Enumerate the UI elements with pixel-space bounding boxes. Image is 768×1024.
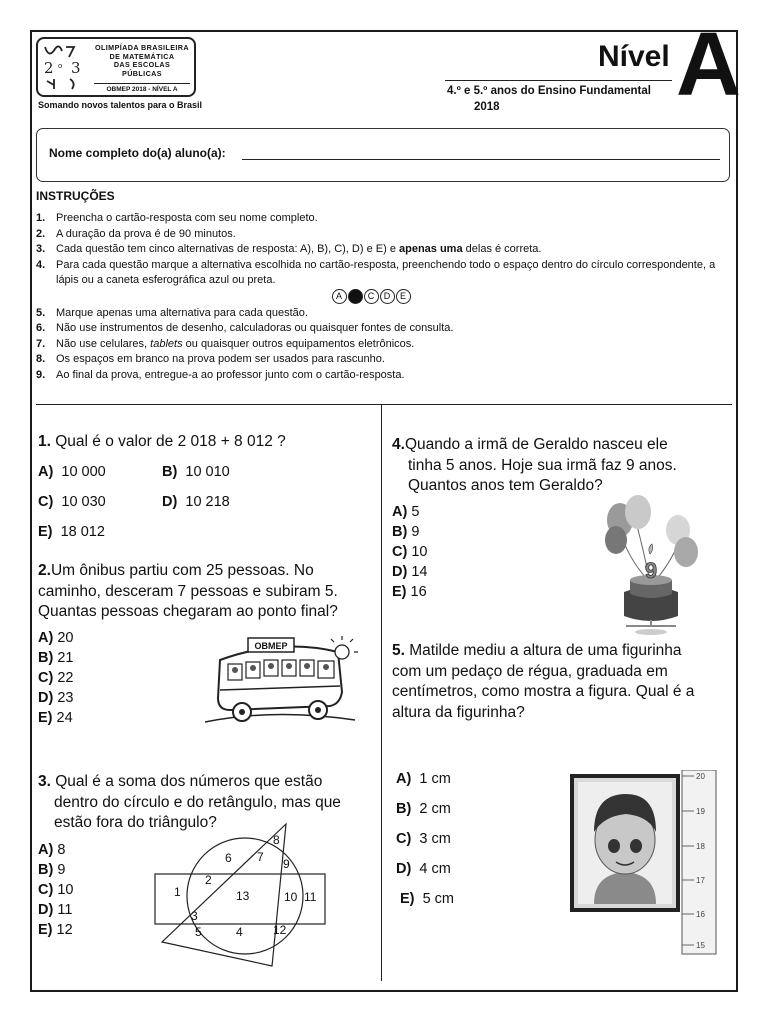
q2-option-c[interactable]: C) 22 xyxy=(38,670,74,686)
q3-option-e[interactable]: E) 12 xyxy=(38,922,73,938)
instruction-item: 9. Ao final da prova, entregue-a ao professor junto com o cartão-resposta. xyxy=(36,368,405,381)
question-3: 3. Qual é a soma dos números que estão dentro do círculo e do retângulo, mas que estão fora do triângulo? xyxy=(38,773,341,831)
q3-option-a[interactable]: A) 8 xyxy=(38,842,66,858)
diagram-number-13: 13 xyxy=(236,889,250,903)
q4-option-d[interactable]: D) 14 xyxy=(392,564,428,580)
ruler-label-15: 15 xyxy=(696,941,705,950)
diagram-number-10: 10 xyxy=(284,890,298,904)
instruction-item: 5. Marque apenas uma alternativa para cada questão. xyxy=(36,306,308,319)
instruction-item: 2. A duração da prova é de 90 minutos. xyxy=(36,227,236,240)
question-5: 5. Matilde mediu a altura de uma figurinha com um pedaço de régua, graduada em centímetros, como mostra a figura. Qual é a altura da figurinha? xyxy=(392,642,695,721)
answer-bubble-example xyxy=(16,289,726,306)
level-letter: A xyxy=(676,15,741,115)
level-label: Nível xyxy=(598,40,670,73)
instruction-item: 4. Para cada questão marque a alternativa escolhida no cartão-resposta, preenchendo todo o espaço dentro do círculo correspondente, a lápis ou a caneta esferográfica azul ou preta. xyxy=(36,258,716,286)
logo-line-1: OLIMPÍADA BRASILEIRA xyxy=(95,43,189,52)
q5-option-d[interactable]: D) 4 cm xyxy=(396,861,451,877)
q1-option-d[interactable]: D) 10 218 xyxy=(162,494,230,510)
diagram-number-12: 12 xyxy=(273,923,287,937)
q5-option-a[interactable]: A) 1 cm xyxy=(396,771,451,787)
svg-text:3: 3 xyxy=(71,59,81,77)
q2-option-b[interactable]: B) 21 xyxy=(38,650,74,666)
q2-option-d[interactable]: D) 23 xyxy=(38,690,74,706)
q1-option-b[interactable]: B) 10 010 xyxy=(162,464,230,480)
q4-option-b[interactable]: B) 9 xyxy=(392,524,420,540)
sticker-and-ruler-illustration xyxy=(570,770,720,960)
bubble-c: C xyxy=(364,289,379,304)
year-text: 2018 xyxy=(474,101,500,113)
diagram-number-2: 2 xyxy=(205,873,212,887)
diagram-number-11: 11 xyxy=(304,890,317,904)
diagram-number-7: 7 xyxy=(257,850,264,864)
tagline: Somando novos talentos para o Brasil xyxy=(38,100,203,110)
obmep-2018-mark-icon xyxy=(42,43,88,91)
q1-option-e[interactable]: E) 18 012 xyxy=(38,524,105,540)
q5-option-c[interactable]: C) 3 cm xyxy=(396,831,451,847)
instruction-item: 7. Não use celulares, tablets ou quaisquer outros equipamentos eletrônicos. xyxy=(36,337,415,350)
bus-sign-text: OBMEP xyxy=(254,641,288,651)
instruction-item: 8. Os espaços em branco na prova podem ser usados para rascunho. xyxy=(36,353,385,365)
bubble-a: A xyxy=(332,289,347,304)
diagram-number-4: 4 xyxy=(236,925,243,939)
diagram-number-9: 9 xyxy=(283,857,290,871)
ruler-label-18: 18 xyxy=(696,842,705,851)
q4-option-c[interactable]: C) 10 xyxy=(392,544,428,560)
birthday-cake-illustration xyxy=(596,492,706,642)
q1-option-c[interactable]: C) 10 030 xyxy=(38,494,106,510)
q3-option-d[interactable]: D) 11 xyxy=(38,902,73,918)
q2-options xyxy=(38,628,73,728)
ruler-label-17: 17 xyxy=(696,876,705,885)
diagram-number-6: 6 xyxy=(225,851,232,865)
question-1: 1. Qual é o valor de 2 018 + 8 012 ? xyxy=(38,433,286,450)
diagram-number-1: 1 xyxy=(174,885,181,899)
column-divider xyxy=(381,405,382,981)
diagram-number-5: 5 xyxy=(195,925,202,939)
bubble-filled xyxy=(348,289,363,304)
instructions-title: INSTRUÇÕES xyxy=(36,189,115,203)
student-name-field[interactable] xyxy=(242,159,720,160)
q2-option-e[interactable]: E) 24 xyxy=(38,710,73,726)
q4-option-e[interactable]: E) 16 xyxy=(392,584,427,600)
section-divider xyxy=(36,404,732,405)
diagram-number-8: 8 xyxy=(273,833,280,847)
bus-illustration xyxy=(200,630,360,730)
instructions-list xyxy=(36,211,726,383)
ruler-label-20: 20 xyxy=(696,772,705,781)
diagram-number-3: 3 xyxy=(191,909,198,923)
svg-text:2: 2 xyxy=(44,59,54,77)
student-name-box xyxy=(36,128,730,182)
grade-divider xyxy=(445,80,672,81)
q4-options xyxy=(392,502,427,602)
q2-option-a[interactable]: A) 20 xyxy=(38,630,74,646)
obmep-logo xyxy=(36,37,196,97)
grade-text: 4.º e 5.º anos do Ensino Fundamental xyxy=(447,85,651,97)
ruler-label-16: 16 xyxy=(696,910,705,919)
q1-expression: 2 018 + 8 012 ? xyxy=(177,433,286,450)
student-name-label: Nome completo do(a) aluno(a): xyxy=(49,146,226,160)
question-4: 4.Quando a irmã de Geraldo nasceu ele tinha 5 anos. Hoje sua irmã faz 9 anos. Quantos anos tem Geraldo? xyxy=(392,436,677,494)
q3-option-b[interactable]: B) 9 xyxy=(38,862,66,878)
q1-option-a[interactable]: A) 10 000 xyxy=(38,464,106,480)
logo-subtitle: OBMEP 2018 - NÍVEL A xyxy=(94,83,190,93)
q3-options xyxy=(38,840,73,940)
shapes-diagram xyxy=(150,820,340,970)
logo-text xyxy=(94,44,190,78)
ruler-label-19: 19 xyxy=(696,807,705,816)
instruction-item: 6. Não use instrumentos de desenho, calculadoras ou quaisquer fontes de consulta. xyxy=(36,322,454,334)
bubble-e: E xyxy=(396,289,411,304)
q5-option-b[interactable]: B) 2 cm xyxy=(396,801,451,817)
bubble-d: D xyxy=(380,289,395,304)
q5-option-e[interactable]: E) 5 cm xyxy=(400,891,454,907)
instruction-item: 1. Preencha o cartão-resposta com seu nome completo. xyxy=(36,212,318,224)
instruction-item: 3. Cada questão tem cinco alternativas de resposta: A), B), C), D) e E) e apenas uma delas é correta. xyxy=(36,243,542,255)
q3-option-c[interactable]: C) 10 xyxy=(38,882,74,898)
logo-line-3: DAS ESCOLAS PÚBLICAS xyxy=(113,60,171,78)
cake-number: 9 xyxy=(644,558,658,583)
logo-line-2: DE MATEMÁTICA xyxy=(109,51,175,61)
q4-option-a[interactable]: A) 5 xyxy=(392,504,420,520)
question-2: 2.Um ônibus partiu com 25 pessoas. No caminho, desceram 7 pessoas e subiram 5. Quantas pessoas chegaram ao ponto final? xyxy=(38,562,338,620)
svg-text:o: o xyxy=(58,62,63,70)
q5-options xyxy=(396,764,454,914)
